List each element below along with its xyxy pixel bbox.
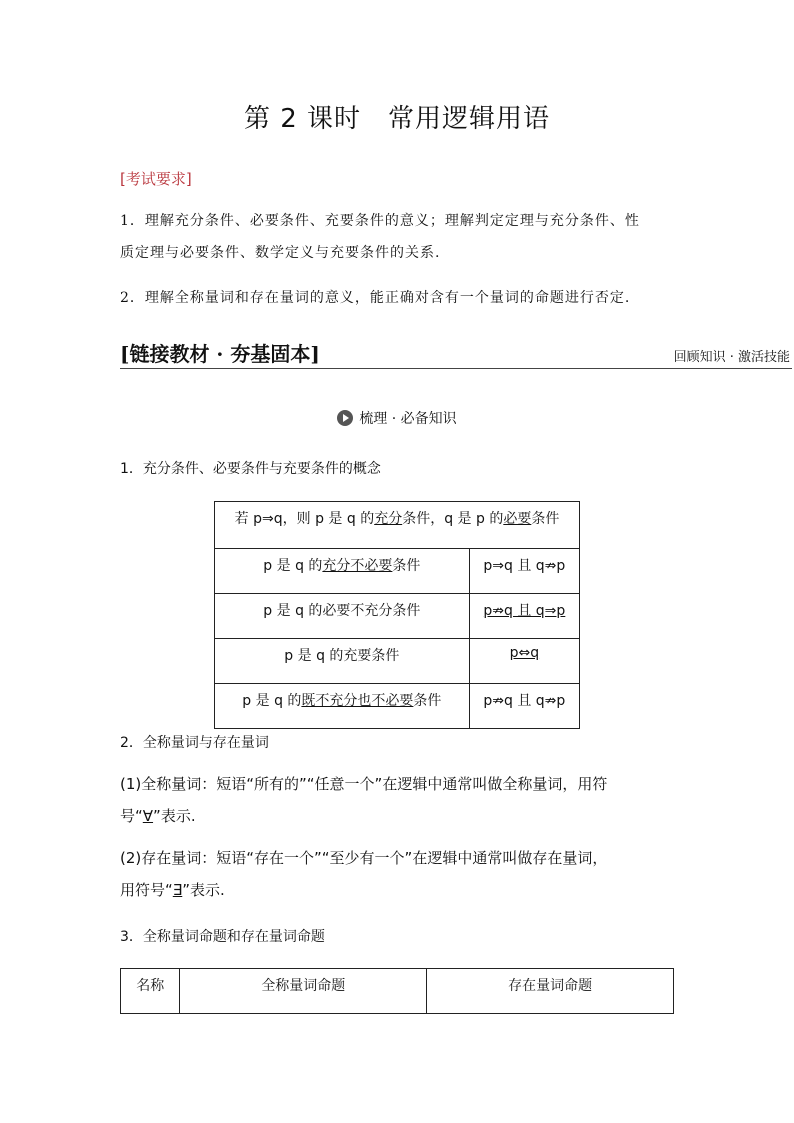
requirement-item-1-line-1: 1．理解充分条件、必要条件、充要条件的意义；理解判定定理与充分条件、性 [120, 213, 640, 229]
exists-symbol: ∃ [172, 881, 183, 899]
topic-1-heading: 1．充分条件、必要条件与充要条件的概念 [120, 461, 381, 477]
quantifier-propositions-table [120, 968, 674, 1014]
forall-symbol: ∀ [142, 807, 154, 825]
section-subtitle: 回顾知识 · 激活技能 [673, 350, 790, 365]
topic-3-heading: 3．全称量词命题和存在量词命题 [120, 929, 325, 945]
table-header-row [121, 969, 674, 1014]
condition-cell: p 是 q 的充要条件 [215, 639, 470, 684]
condition-cell: p 是 q 的既不充分也不必要条件 [215, 684, 470, 729]
header-cell-existential: 存在量词命题 [427, 969, 674, 1014]
table-header-cell: 若 p⇒q，则 p 是 q 的充分条件，q 是 p 的必要条件 [215, 502, 580, 549]
conditions-table [214, 501, 580, 729]
condition-cell: p 是 q 的充分不必要条件 [215, 549, 470, 594]
section-header [120, 338, 792, 369]
sub-heading-text: 梳理 · 必备知识 [359, 411, 457, 427]
table-row [215, 594, 580, 639]
relation-cell: p⇒q 且 q⇏p [469, 549, 579, 594]
header-cell-name: 名称 [121, 969, 180, 1014]
relation-cell: p⇔q [469, 639, 579, 684]
topic-2-heading: 2．全称量词与存在量词 [120, 735, 269, 751]
header-cell-universal: 全称量词命题 [180, 969, 427, 1014]
relation-cell: p⇏q 且 q⇏p [469, 684, 579, 729]
table-row [215, 684, 580, 729]
requirement-item-1-line-2: 质定理与必要条件、数学定义与充要条件的关系. [120, 245, 441, 261]
table-row [215, 549, 580, 594]
table-header-row [215, 502, 580, 549]
existential-quantifier-paragraph: (2)存在量词：短语“存在一个”“至少有一个”在逻辑中通常叫做存在量词， 用符号“∃”表示. [120, 849, 608, 899]
exam-requirements-tag: [考试要求] [120, 170, 192, 188]
page-title: 第 2 课时 常用逻辑用语 [243, 104, 551, 134]
section-title: [链接教材 · 夯基固本] [120, 342, 320, 366]
relation-cell: p⇏q 且 q⇒p [469, 594, 579, 639]
condition-cell: p 是 q 的必要不充分条件 [215, 594, 470, 639]
requirement-item-2: 2．理解全称量词和存在量词的意义，能正确对含有一个量词的命题进行否定. [120, 290, 631, 306]
requirement-item-1 [120, 205, 680, 269]
universal-quantifier-paragraph: (1)全称量词：短语“所有的”“任意一个”在逻辑中通常叫做全称量词，用符 号“∀”表示. [120, 775, 608, 825]
play-circle-icon [337, 410, 353, 426]
table-row [215, 639, 580, 684]
sub-heading [0, 408, 794, 428]
